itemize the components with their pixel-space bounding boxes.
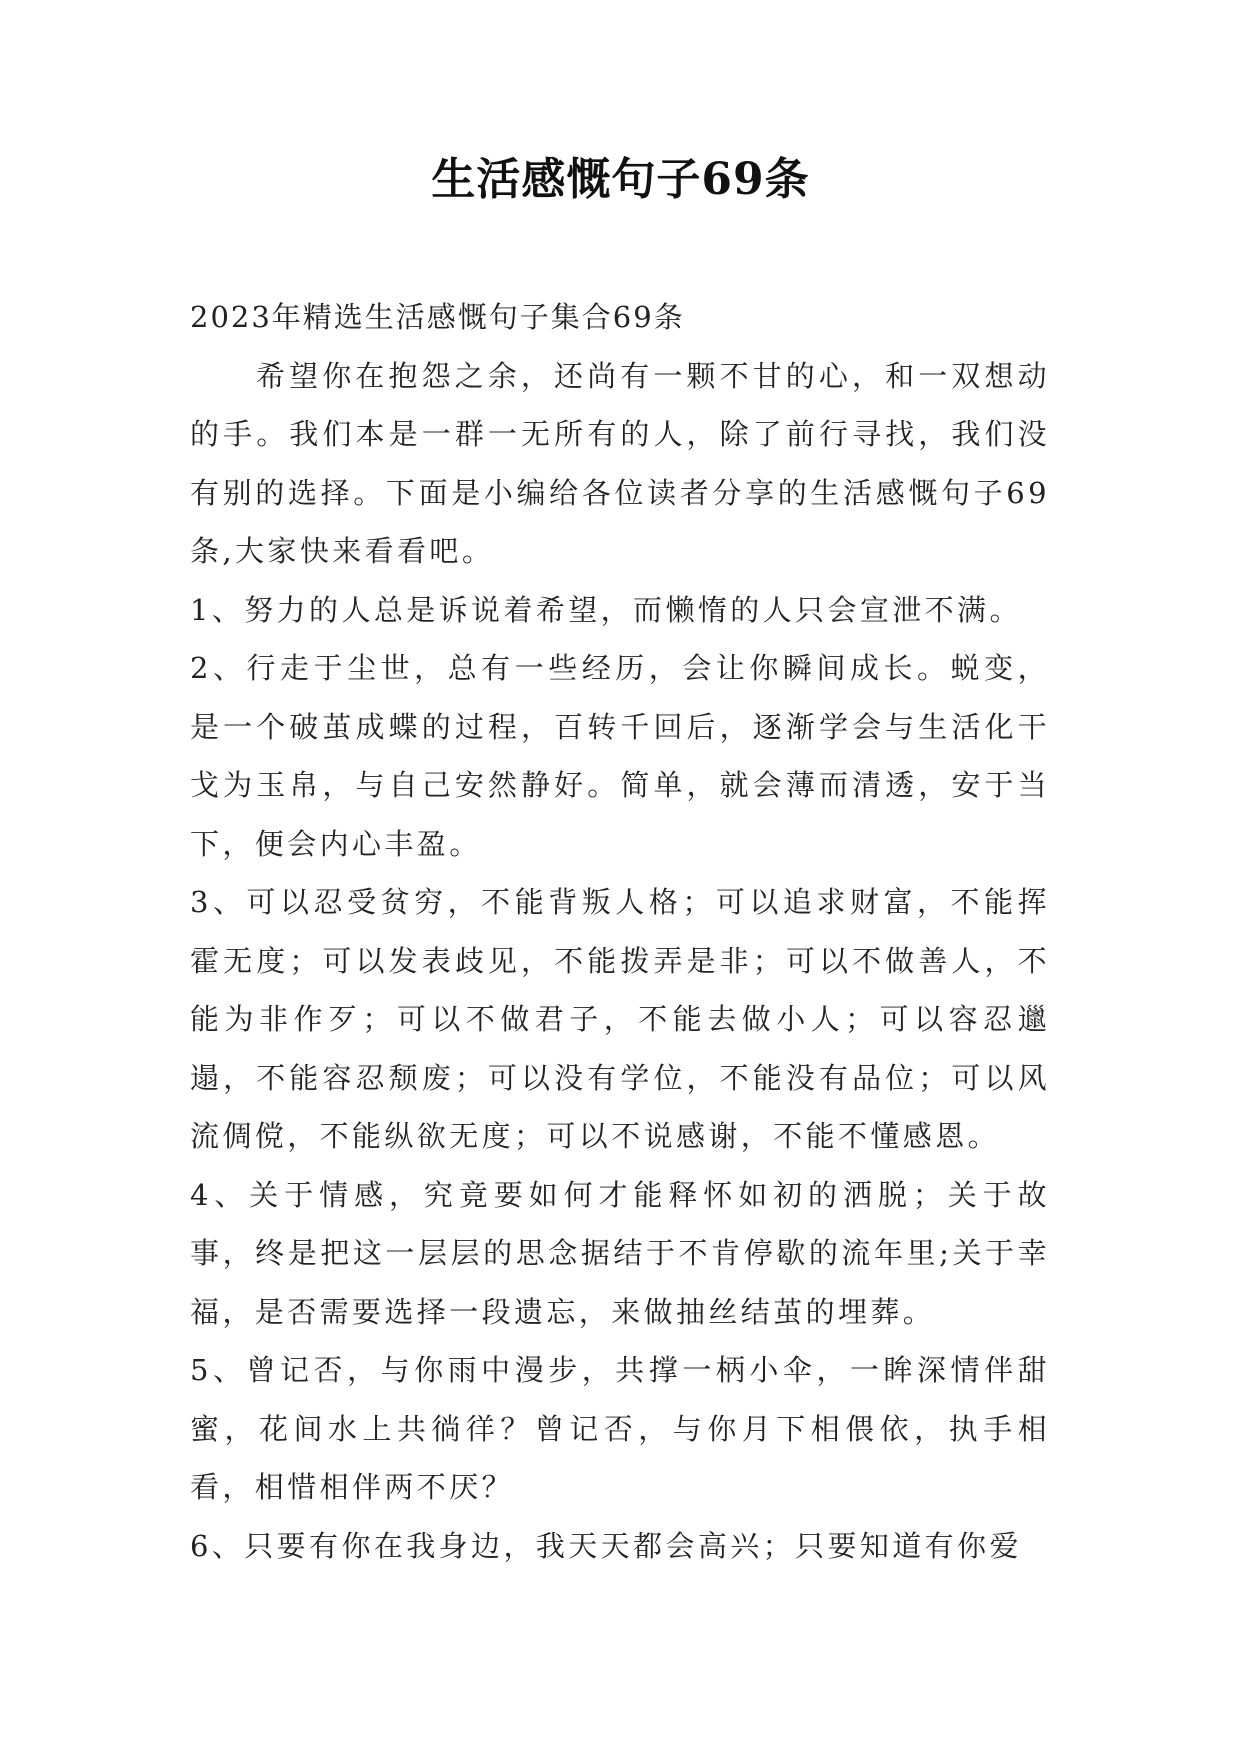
intro-paragraph: 希望你在抱怨之余，还尚有一颗不甘的心，和一双想动的手。我们本是一群一无所有的人，除了前行寻找，我们没有别的选择。下面是小编给各位读者分享的生活感慨句子69条,大家快来看看吧。 (190, 358, 1050, 568)
list-item: 1、努力的人总是诉说着希望，而懒惰的人只会宣泄不满。 (190, 592, 1022, 627)
document-body (190, 288, 1050, 1575)
list-item: 6、只要有你在我身边，我天天都会高兴；只要知道有你爱 (190, 1528, 1022, 1563)
list-item: 4、关于情感，究竟要如何才能释怀如初的洒脱；关于故事，终是把这一层层的思念据结于不肯停歇的流年里;关于幸福，是否需要选择一段遗忘，来做抽丝结茧的埋葬。 (190, 1177, 1050, 1329)
list-item: 5、曾记否，与你雨中漫步，共撑一柄小伞，一眸深情伴甜蜜，花间水上共徜徉？曾记否，与你月下相偎依，执手相看，相惜相伴两不厌？ (190, 1353, 1050, 1504)
list-item: 2、行走于尘世，总有一些经历，会让你瞬间成长。蜕变，是一个破茧成蝶的过程，百转千回后，逐渐学会与生活化干戈为玉帛，与自己安然静好。简单，就会薄而清透，安于当下，便会内心丰盈。 (190, 651, 1050, 861)
list-item: 3、可以忍受贫穷，不能背叛人格；可以追求财富，不能挥霍无度；可以发表歧见，不能拨弄是非；可以不做善人，不能为非作歹；可以不做君子，不能去做小人；可以容忍邋遢，不能容忍颓废；可以没有学位，不能没有品位；可以风流倜傥，不能纵欲无度；可以不说感谢，不能不懂感恩。 (190, 885, 1050, 1153)
document-title: 生活感慨句子69条 (431, 154, 810, 205)
document-subtitle: 2023年精选生活感慨句子集合69条 (190, 300, 685, 334)
